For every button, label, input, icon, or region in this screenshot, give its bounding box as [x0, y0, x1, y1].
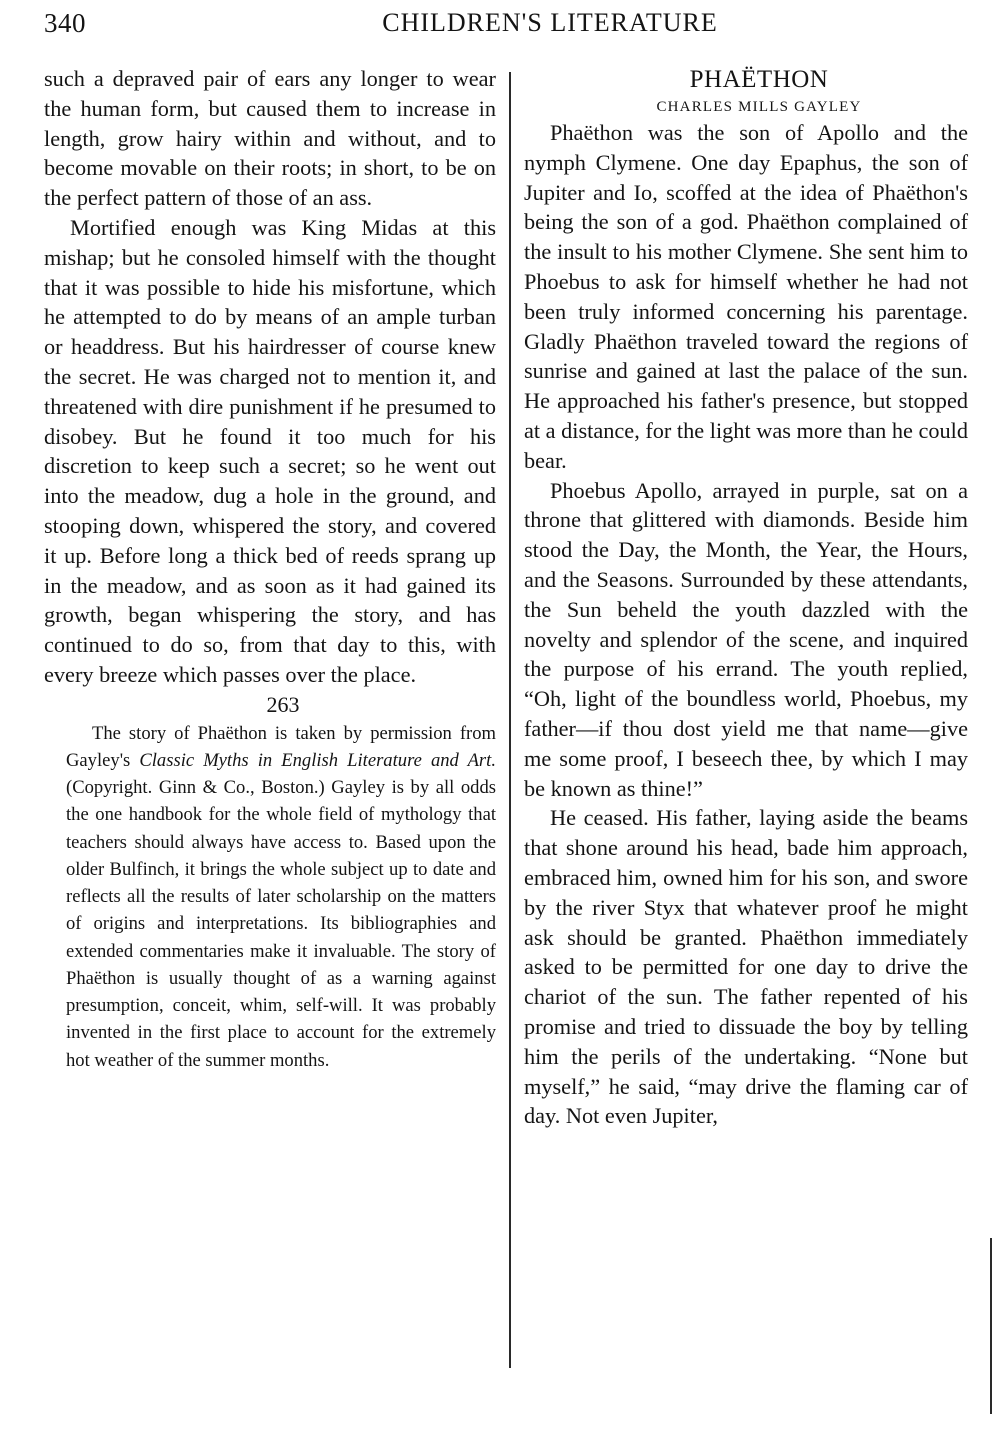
footnote-intro: The story of Phaëthon is taken by permission from Gayley's [66, 722, 496, 771]
footnote-body: (Copyright. Ginn & Co., Boston.) Gayley is by all odds the one handbook for the whole field of mythology that teachers should always have access to. Based upon the older Bulfinch, it brings the whole subject up to date and reflects all the results of later scholarship on the matters of origins and interpretations. Its bibliographies and extended commentaries make it invaluable. The story of Phaëthon is usually thought of as a warning against presumption, conceit, whim, self-will. It was probably invented in the first place to account for the extremely hot weather of the summer months. [66, 777, 496, 1071]
page-number: 340 [44, 8, 86, 38]
paragraph-phoebus-throne: Phoebus Apollo, arrayed in purple, sat on a throne that glittered with diamonds. Beside him stood the Day, the Month, the Year, the Hours, and the Seasons. Surrounded by these attendants, the Sun beheld the youth dazzled with the novelty and splendor of the scene, and inquired the purpose of his errand. The youth replied, “Oh, light of the boundless world, Phoebus, my father—if thou dost yield me that name—give me some proof, I beseech thee, by which I may be known as thine!” [524, 477, 968, 801]
running-head: CHILDREN'S LITERATURE [382, 8, 718, 37]
story-title: PHAËTHON [689, 66, 829, 93]
paragraph-father-oath: He ceased. His father, laying aside the beams that shone around his head, bade him approach, embraced him, owned him for his son, and swore by the river Styx that whatever proof he might ask should be granted. Phaëthon immediately asked to be permitted for one day to drive the chariot of the sun. The father repented of his promise and tried to dissuade the boy by telling him the perils of the undertaking. “None but myself,” he said, “may drive the flaming car of day. Not even Jupiter, [524, 805, 968, 1129]
paragraph-midas-ears: such a depraved pair of ears any longer to wear the human form, but caused them to increase in length, grow hairy within and without, and to become movable on their roots; in short, to be on the perfect pattern of those of an ass. [44, 66, 496, 211]
story-author: CHARLES MILLS GAYLEY [656, 99, 862, 115]
folio-number: 263 [266, 691, 300, 717]
footnote [44, 720, 496, 1074]
column-rule [509, 72, 511, 1368]
paragraph-phaethon-origin: Phaëthon was the son of Apollo and the nymph Clymene. One day Epaphus, the son of Jupiter and Io, scoffed at the idea of Phaëthon's being the son of a god. Phaëthon complained of the insult to his mother Clymene. She sent him to Phoebus to ask for himself whether he had not been truly informed concerning his parentage. Gladly Phaëthon traveled toward the regions of sunrise and gained at last the palace of the sun. He approached his father's presence, but stopped at a distance, for the light was more than he could bear. [524, 120, 968, 473]
footnote-book-title: Classic Myths in English Literature and Art. [139, 749, 496, 771]
margin-mark [990, 1238, 992, 1414]
paragraph-midas-secret: Mortified enough was King Midas at this mishap; but he consoled himself with the thought that it was possible to hide his misfortune, which he attempted to do by means of an ample turban or headdress. But his hairdresser of course knew the secret. He was charged not to mention it, and threatened with dire punishment if he presumed to disobey. But he found it too much for his discretion to keep such a secret; so he went out into the meadow, dug a hole in the ground, and stooping down, whispered the story, and covered it up. Before long a thick bed of reeds sprang up in the meadow, and as soon as it had gained its growth, began whispering the story, and has continued to do so, from that day to this, with every breeze which passes over the place. [44, 214, 496, 687]
left-column [44, 64, 496, 1074]
right-column [524, 64, 968, 1131]
